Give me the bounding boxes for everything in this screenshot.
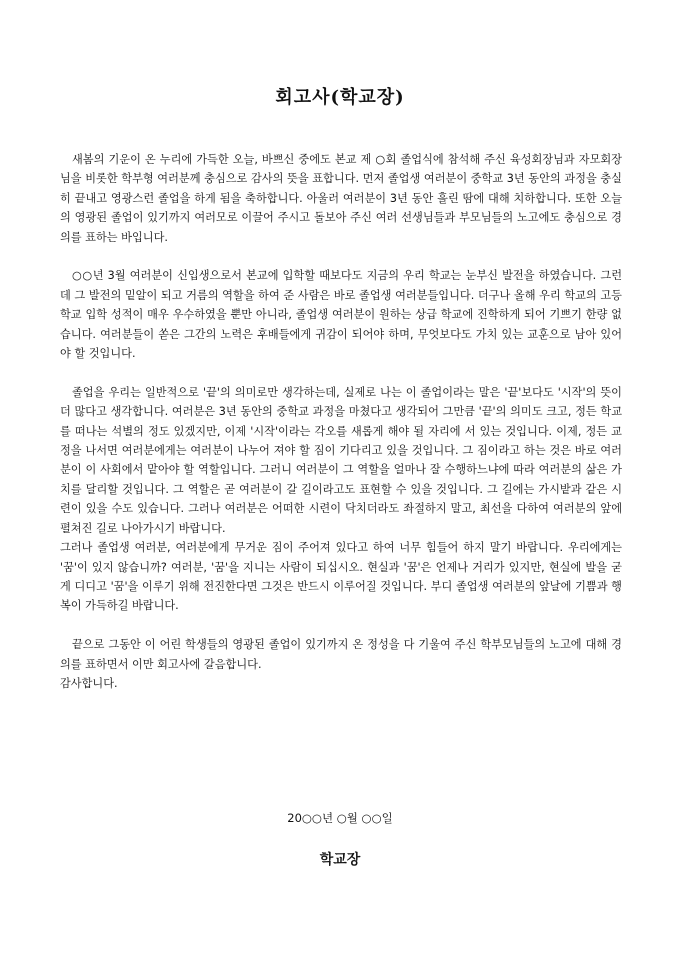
- paragraph-gap: [60, 363, 622, 382]
- paragraph-dream: 그러나 졸업생 여러분, 여러분에게 무거운 짐이 주어져 있다고 하여 너무 힘들어 하지 말기 바랍니다. 우리에게는 '꿈'이 있지 않습니까? 여러분, '꿈'을 지니는 사람이 되십시오. 현실과 '꿈'은 언제나 거리가 있지만, 현실에 발을 굳게 디디고 '꿈'을 이루기 위해 전진한다면 그것은 반드시 이루어질 것입니다. 부디 졸업생 여러분의 앞날에 기쁨과 행복이 가득하길 바랍니다.: [60, 541, 622, 613]
- paragraph-thanks: 감사합니다.: [60, 676, 118, 690]
- document-signer: 학교장: [319, 852, 361, 868]
- document-date: 20○○년 ○월 ○○일: [287, 811, 393, 825]
- paragraph-closing: 끝으로 그동안 이 어린 학생들의 영광된 졸업이 있기까지 온 정성을 다 기울여 주신 학부모님들의 노고에 대해 경의를 표하면서 이만 회고사에 갈음합니다.: [60, 638, 622, 671]
- paragraph-gap: [60, 616, 622, 635]
- document-body: [60, 150, 622, 693]
- paragraph-gap: [60, 247, 622, 266]
- paragraph-development: ○○년 3월 여러분이 신입생으로서 본교에 입학할 때보다도 지금의 우리 학교는 눈부신 발전을 하였습니다. 그런데 그 발전의 밑알이 되고 거름의 역할을 하여 준 사람은 바로 졸업생 여러분들입니다. 더구나 올해 우리 학교의 고등 학교 입학 성적이 매우 우수하였을 뿐만 아니라, 졸업생 여러분이 원하는 상급 학교에 진학하게 되어 기쁘기 한량 없습니다. 여러분들이 쏟은 그간의 노력은 후배들에게 귀감이 되어야 하며, 무엇보다도 가치 있는 교훈으로 남아 있어야 할 것입니다.: [60, 269, 622, 361]
- document-title: 회고사(학교장): [275, 87, 405, 108]
- paragraph-meaning: 졸업을 우리는 일반적으로 '끝'의 의미로만 생각하는데, 실제로 나는 이 졸업이라는 말은 '끝'보다도 '시작'의 뜻이 더 많다고 생각합니다. 여러분은 3년 동안의 중학교 과정을 마쳤다고 생각되어 그만큼 '끝'의 의미도 크고, 정든 학교를 떠나는 석별의 정도 있겠지만, 이제 '시작'이라는 각오를 새롭게 해야 될 자리에 서 있는 것입니다. 이제, 정든 교정을 나서면 여러분에게는 여러분이 나누어 져야 할 짐이 기다리고 있을 것입니다. 그 짐이라고 하는 것은 바로 여러분이 이 사회에서 맡아야 할 역할입니다. 그러니 여러분이 그 역할을 얼마나 잘 수행하느냐에 따라 여러분의 삶은 가치를 달리할 것입니다. 그 역할은 곧 여러분이 갈 길이라고도 표현할 수 있을 것입니다. 그 길에는 가시밭과 같은 시련이 있을 수도 있습니다. 그러나 여러분은 어떠한 시련이 닥치더라도 좌절하지 말고, 최선을 다하여 여러분의 앞에 펼쳐진 길로 나아가시기 바랍니다.: [60, 385, 622, 535]
- paragraph-greeting: 새봄의 기운이 온 누리에 가득한 오늘, 바쁘신 중에도 본교 제 ○회 졸업식에 참석해 주신 육성회장님과 자모회장님을 비롯한 학부형 여러분께 충심으로 감사의 뜻을 표합니다. 먼저 졸업생 여러분이 중학교 3년 동안의 과정을 충실히 끝내고 영광스런 졸업을 하게 됨을 축하합니다. 아울러 여러분이 3년 동안 흘린 땀에 대해 치하합니다. 또한 오늘의 영광된 졸업이 있기까지 여러모로 이끌어 주시고 돌보아 주신 여러 선생님들과 부모님들의 노고에도 충심으로 경의를 표하는 바입니다.: [60, 153, 622, 244]
